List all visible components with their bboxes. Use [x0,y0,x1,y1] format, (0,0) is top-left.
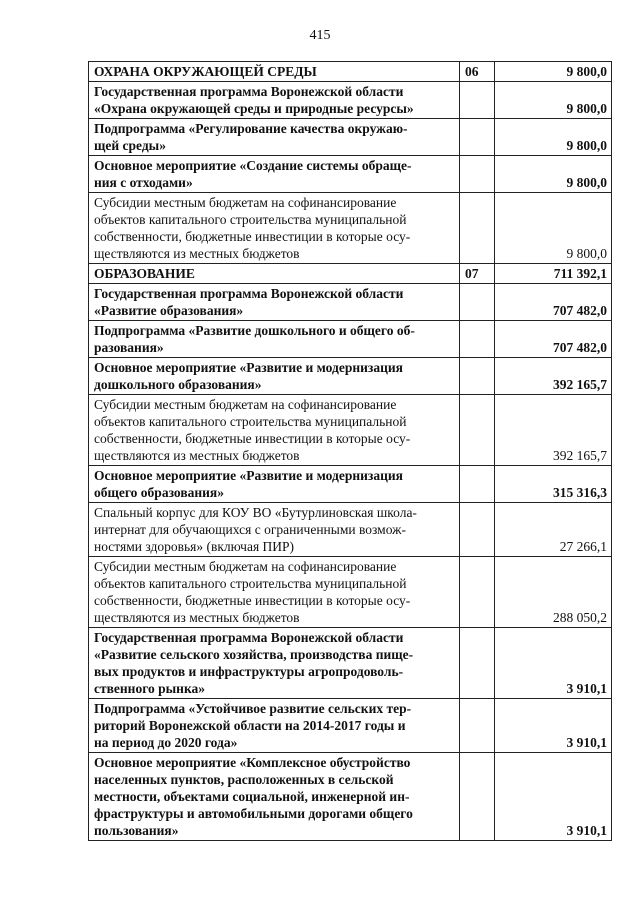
row-code-cell [460,193,495,264]
row-code-cell [460,557,495,628]
row-name-line: объектов капитального строительства муниципальной [94,414,407,429]
row-code-cell [460,753,495,841]
page-number: 415 [309,28,331,43]
table-row [89,628,612,699]
row-name-cell [89,753,460,841]
table-row [89,466,612,503]
row-code-cell [460,466,495,503]
row-code-cell [460,284,495,321]
row-amount-cell: 288 050,2 [495,557,612,628]
row-name-cell [89,119,460,156]
row-name-cell [89,62,460,82]
row-code-cell [460,503,495,557]
row-name-line: Субсидии местным бюджетам на софинансирование [94,559,397,574]
row-name-line: ществляются из местных бюджетов [94,448,300,463]
row-code-cell [460,358,495,395]
row-amount-cell: 392 165,7 [495,358,612,395]
row-name-line: «Развитие образования» [94,303,244,318]
row-name-line: Спальный корпус для КОУ ВО «Бутурлиновская школа- [94,505,417,520]
row-amount-cell: 9 800,0 [495,193,612,264]
row-name-line: «Охрана окружающей среды и природные ресурсы» [94,101,414,116]
row-name-cell [89,503,460,557]
row-amount-cell: 3 910,1 [495,628,612,699]
section-row [89,62,612,82]
row-amount-cell: 707 482,0 [495,321,612,358]
row-name-line: на период до 2020 года» [94,735,238,750]
row-name-line: Основное мероприятие «Развитие и модернизация [94,468,403,483]
table-row [89,699,612,753]
row-amount-cell: 27 266,1 [495,503,612,557]
table-row [89,557,612,628]
table-row [89,753,612,841]
row-name-line: риторий Воронежской области на 2014-2017 годы и [94,718,406,733]
row-code-cell: 07 [460,264,495,284]
row-name-line: местности, объектами социальной, инженерной ин- [94,789,410,804]
table-row [89,193,612,264]
row-code-cell [460,699,495,753]
table-row [89,156,612,193]
row-name-line: ностями здоровья» (включая ПИР) [94,539,295,554]
row-code-cell [460,628,495,699]
row-code-cell: 06 [460,62,495,82]
row-name-line: ОБРАЗОВАНИЕ [94,266,195,281]
budget-table [88,61,612,841]
row-code-cell [460,156,495,193]
row-name-cell [89,284,460,321]
row-name-line: дошкольного образования» [94,377,262,392]
row-name-line: «Развитие сельского хозяйства, производства пище- [94,647,414,662]
row-name-line: вых продуктов и инфраструктуры агропродоволь- [94,664,404,679]
row-name-line: ществляются из местных бюджетов [94,246,300,261]
row-name-cell [89,395,460,466]
row-name-cell [89,466,460,503]
table-row [89,284,612,321]
row-name-line: Государственная программа Воронежской области [94,630,404,645]
row-name-cell [89,557,460,628]
row-amount-cell: 711 392,1 [495,264,612,284]
row-name-line: объектов капитального строительства муниципальной [94,212,407,227]
row-code-cell [460,395,495,466]
row-name-cell [89,82,460,119]
row-code-cell [460,119,495,156]
row-amount-cell: 9 800,0 [495,156,612,193]
table-row [89,82,612,119]
row-name-line: щей среды» [94,138,166,153]
row-amount-cell: 9 800,0 [495,119,612,156]
row-name-line: собственности, бюджетные инвестиции в которые осу- [94,229,411,244]
row-name-line: ществляются из местных бюджетов [94,610,300,625]
row-amount-cell: 3 910,1 [495,753,612,841]
row-name-cell [89,156,460,193]
row-name-line: интернат для обучающихся с ограниченными возмож- [94,522,406,537]
row-code-cell [460,82,495,119]
row-name-line: Основное мероприятие «Создание системы обраще- [94,158,412,173]
table-row [89,395,612,466]
table-row [89,358,612,395]
row-amount-cell: 9 800,0 [495,82,612,119]
row-name-line: Субсидии местным бюджетам на софинансирование [94,397,397,412]
row-name-line: Субсидии местным бюджетам на софинансирование [94,195,397,210]
row-amount-cell: 392 165,7 [495,395,612,466]
row-name-line: населенных пунктов, расположенных в сельской [94,772,394,787]
row-name-line: Подпрограмма «Устойчивое развитие сельских тер- [94,701,412,716]
table-row [89,119,612,156]
table-row [89,503,612,557]
row-name-line: Государственная программа Воронежской области [94,286,404,301]
row-name-line: общего образования» [94,485,224,500]
row-name-line: объектов капитального строительства муниципальной [94,576,407,591]
table-row [89,321,612,358]
row-name-line: Основное мероприятие «Комплексное обустройство [94,755,411,770]
row-name-cell [89,628,460,699]
row-name-cell [89,321,460,358]
row-name-line: собственности, бюджетные инвестиции в которые осу- [94,593,411,608]
row-amount-cell: 707 482,0 [495,284,612,321]
row-name-line: фраструктуры и автомобильными дорогами общего [94,806,413,821]
row-name-cell [89,264,460,284]
row-amount-cell: 9 800,0 [495,62,612,82]
budget-table-body [89,62,612,841]
row-name-line: Подпрограмма «Развитие дошкольного и общего об- [94,323,415,338]
row-amount-cell: 315 316,3 [495,466,612,503]
row-code-cell [460,321,495,358]
section-row [89,264,612,284]
row-name-cell [89,699,460,753]
row-name-line: Основное мероприятие «Развитие и модернизация [94,360,403,375]
row-name-cell [89,358,460,395]
row-name-line: собственности, бюджетные инвестиции в которые осу- [94,431,411,446]
row-name-line: Государственная программа Воронежской области [94,84,404,99]
row-name-line: ОХРАНА ОКРУЖАЮЩЕЙ СРЕДЫ [94,64,317,79]
row-name-line: ния с отходами» [94,175,193,190]
row-name-line: Подпрограмма «Регулирование качества окружаю- [94,121,408,136]
row-name-line: пользования» [94,823,179,838]
row-name-cell [89,193,460,264]
row-amount-cell: 3 910,1 [495,699,612,753]
row-name-line: ственного рынка» [94,681,206,696]
row-name-line: разования» [94,340,164,355]
